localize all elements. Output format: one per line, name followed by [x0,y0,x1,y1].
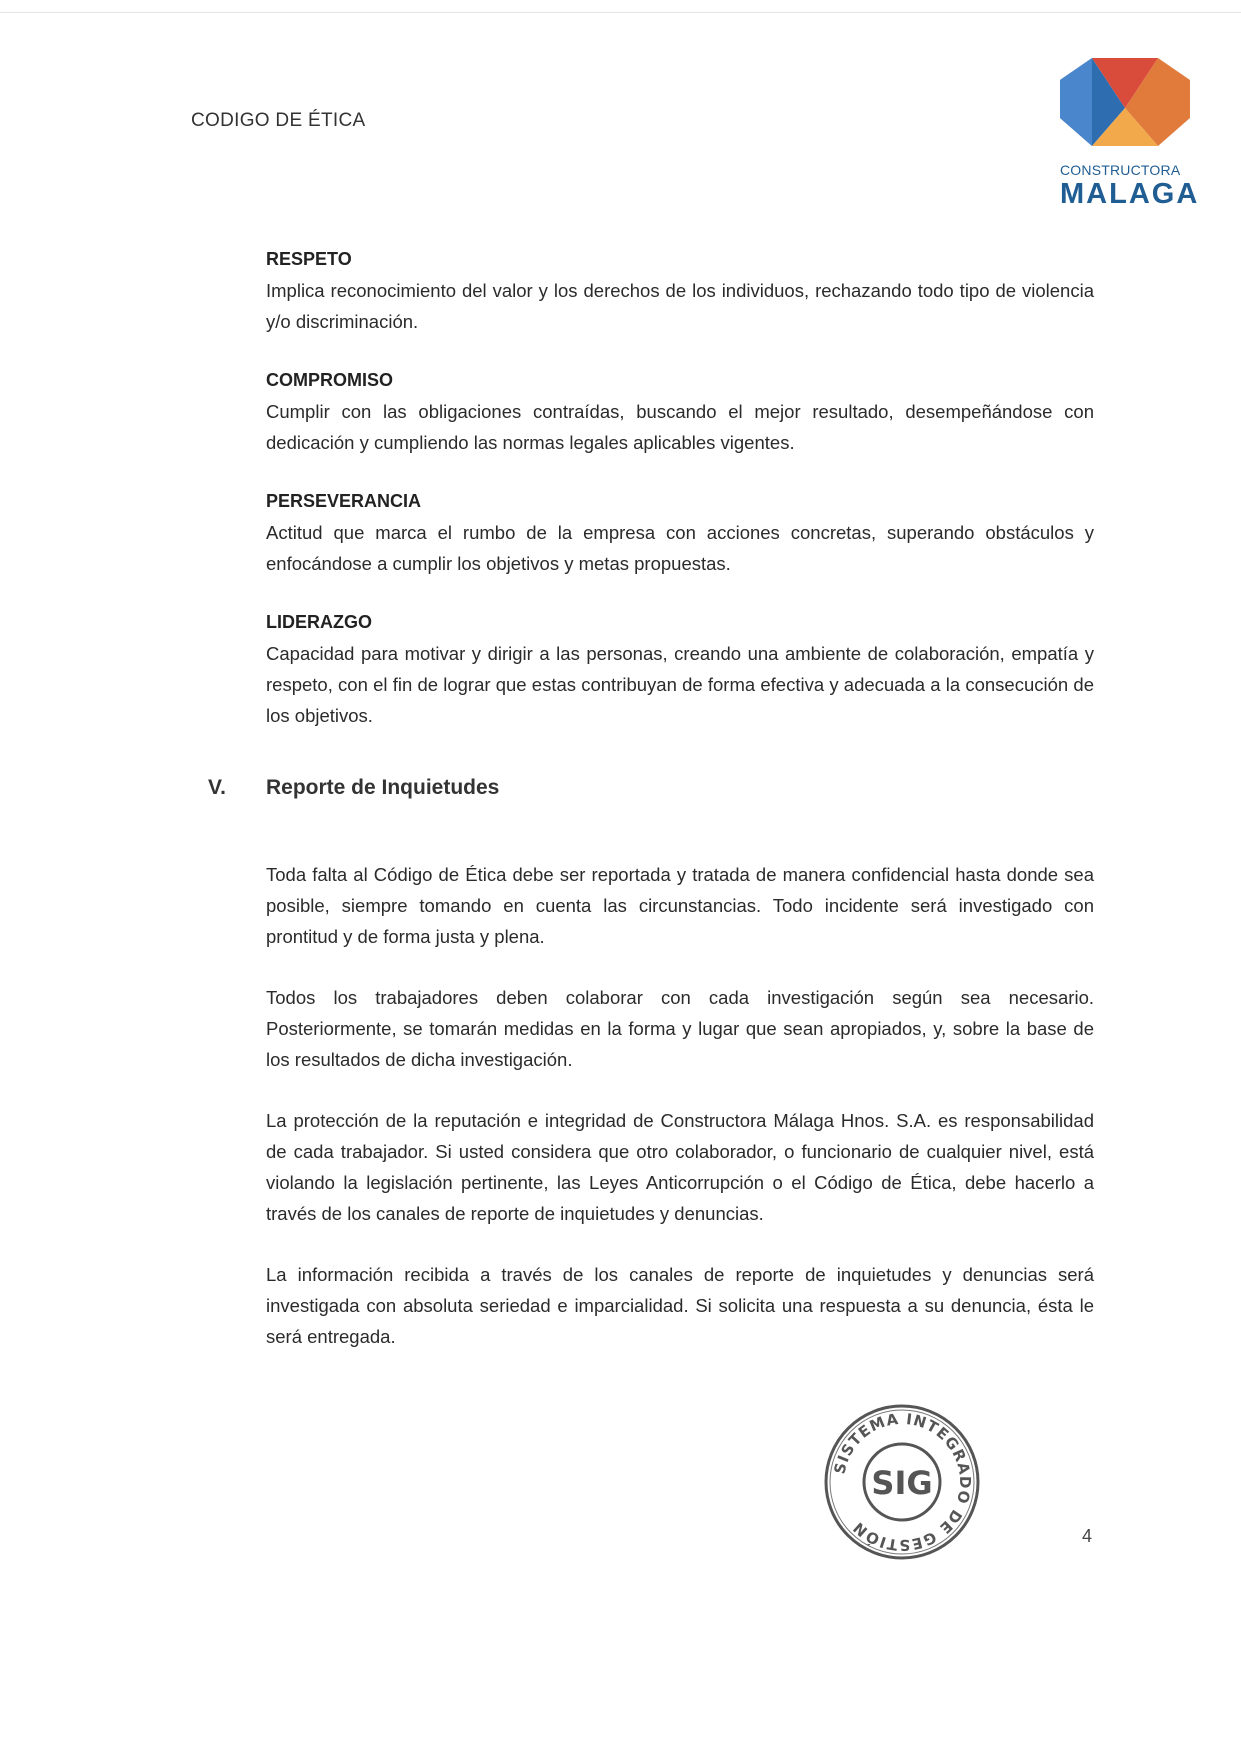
paragraph: La protección de la reputación e integridad de Constructora Málaga Hnos. S.A. es responsabilidad de cada trabajador. Si usted considera que otro colaborador, o funcionario de cualquier nivel, está violando la legislación pertinente, las Leyes Anticorrupción o el Código de Ética, debe hacerlo a través de los canales de reporte de inquietudes y denuncias. [266,1109,1094,1224]
value-respeto [266,244,1094,337]
value-text: Actitud que marca el rumbo de la empresa con acciones concretas, superando obstáculos y enfocándose a cumplir los objetivos y metas propuestas. [266,522,1094,574]
company-logo [1060,58,1200,208]
values-list [266,244,1094,759]
value-title: COMPROMISO [266,370,394,390]
paragraph: La información recibida a través de los canales de reporte de inquietudes y denuncias será investigada con absoluta seriedad e imparcialidad. Si solicita una respuesta a su denuncia, ésta le será entregada. [266,1263,1094,1347]
sig-stamp-icon [822,1402,982,1562]
page-number: 4 [1082,1526,1093,1546]
logo-mark-icon [1060,58,1190,158]
top-rule [0,12,1241,13]
section-number: V. [208,776,226,799]
value-text: Capacidad para motivar y dirigir a las personas, creando una ambiente de colaboración, empatía y respeto, con el fin de lograr que estas contribuyan de forma efectiva y adecuada a la consecución de los objetivos. [266,643,1094,726]
value-perseverancia [266,486,1094,579]
section-title: Reporte de Inquietudes [266,776,500,799]
value-title: RESPETO [266,249,352,269]
sig-stamp [822,1402,982,1562]
stamp-ring-text: SISTEMA INTEGRADO DE GESTIÓN [830,1409,975,1555]
value-title: LIDERAZGO [266,612,372,632]
value-title: PERSEVERANCIA [266,491,422,511]
document-title: CODIGO DE ÉTICA [191,110,366,131]
section-body [266,840,1094,1382]
paragraph: Todos los trabajadores deben colaborar con cada investigación según sea necesario. Posteriormente, se tomarán medidas en la forma y lugar que sean apropiados, y, sobre la base de los resultados de dicha investigación. [266,986,1094,1070]
value-text: Cumplir con las obligaciones contraídas, buscando el mejor resultado, desempeñándose con dedicación y cumpliendo las normas legales aplicables vigentes. [266,401,1094,453]
value-compromiso [266,365,1094,458]
paragraph: Toda falta al Código de Ética debe ser reportada y tratada de manera confidencial hasta donde sea posible, siempre tomando en cuenta las circunstancias. Todo incidente será investigado con prontitud y de forma justa y plena. [266,863,1094,947]
logo-wordmark: MALAGA [1060,178,1200,210]
stamp-center-text: SIG [871,1464,933,1502]
logo-subtitle: CONSTRUCTORA [1060,162,1181,178]
value-liderazgo [266,607,1094,731]
value-text: Implica reconocimiento del valor y los derechos de los individuos, rechazando todo tipo de violencia y/o discriminación. [266,280,1094,332]
